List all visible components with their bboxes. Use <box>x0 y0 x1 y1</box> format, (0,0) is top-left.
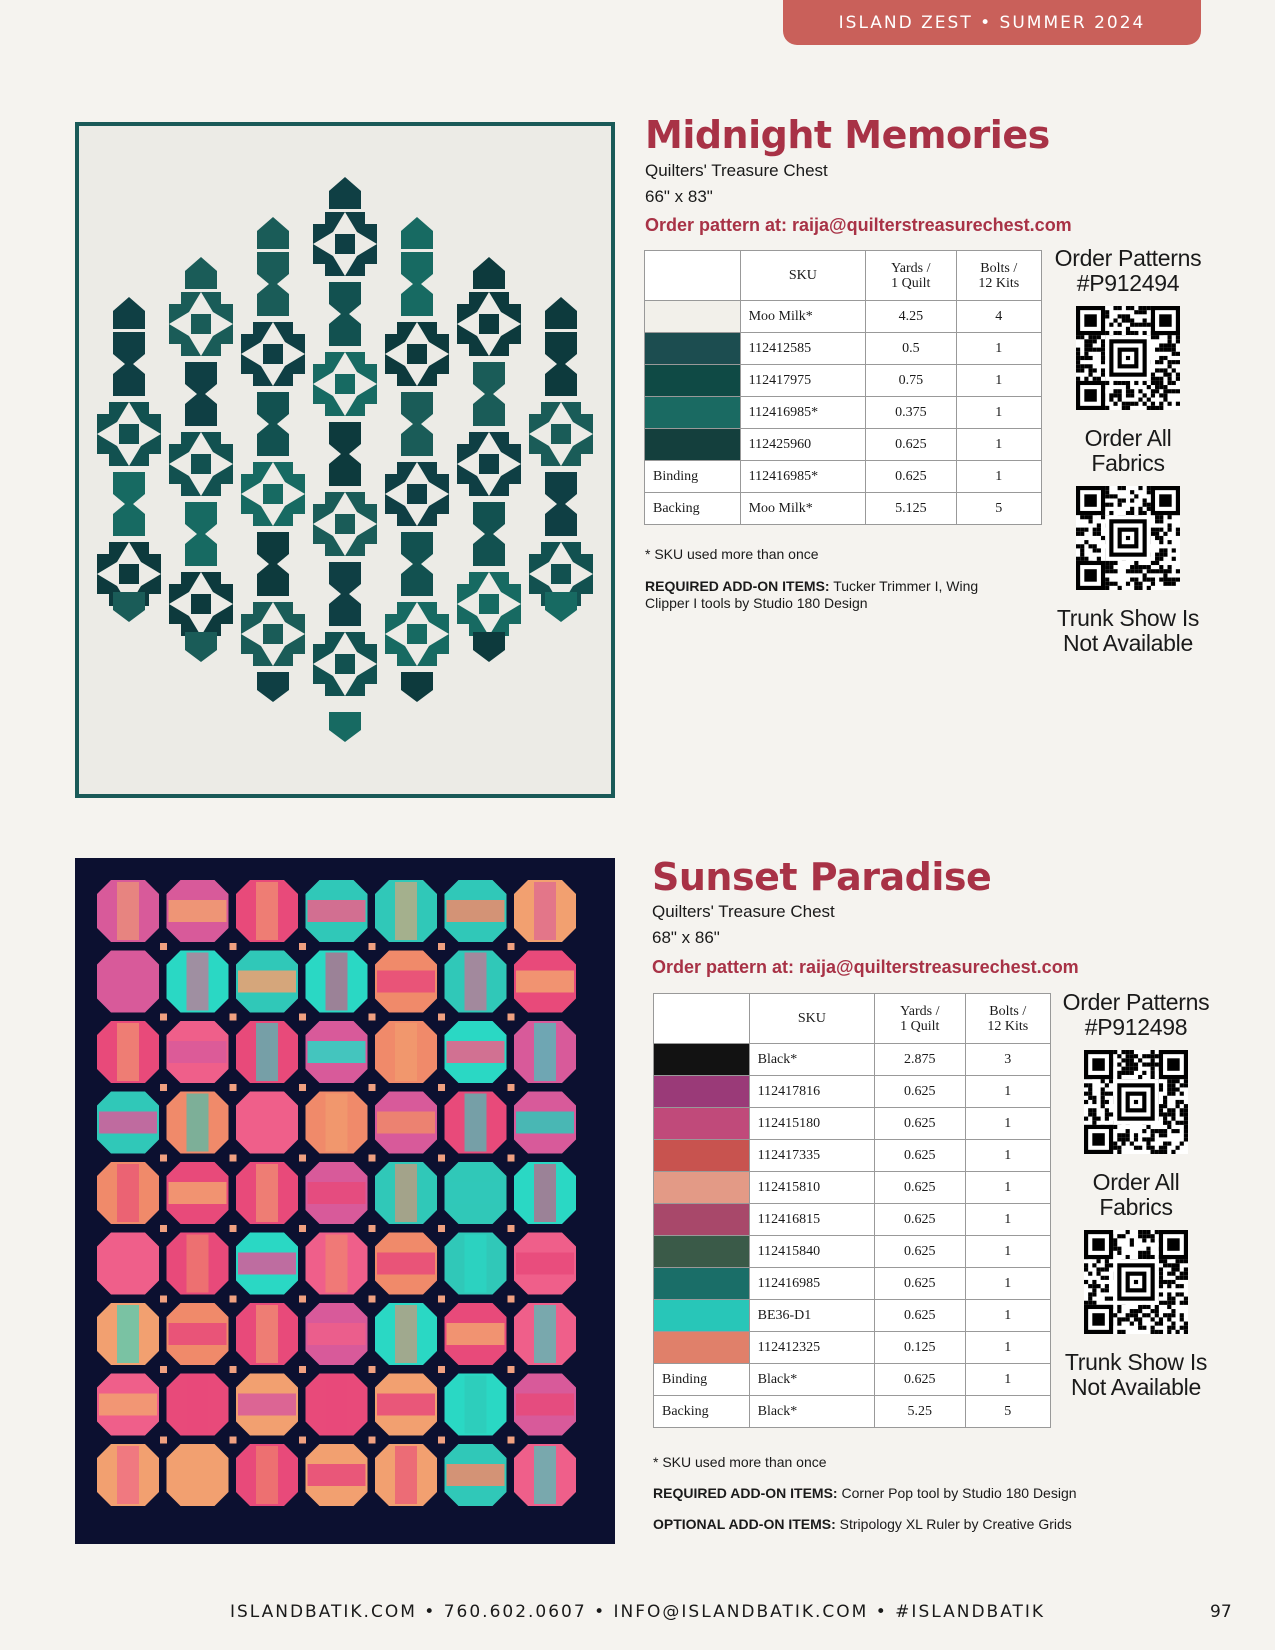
trunk-show-label-1: Trunk Show Is <box>1064 1349 1208 1375</box>
table-row <box>654 1236 1051 1268</box>
yards-header-text: 1 Quilt <box>891 275 931 291</box>
sku-cell: 112416815 <box>749 1204 874 1236</box>
order-fabrics-label-2: Fabrics <box>1099 1194 1173 1220</box>
yards-header-text: Yards / <box>891 260 931 276</box>
fabric-swatch <box>654 1300 750 1332</box>
yards-cell: 0.625 <box>875 1268 965 1300</box>
required-add-on-label: REQUIRED ADD-ON ITEMS: <box>645 578 830 594</box>
yards-header <box>875 994 965 1044</box>
pattern-number: #P912494 <box>1076 270 1180 296</box>
page-number: 97 <box>1210 1602 1232 1622</box>
designer: Quilters' Treasure Chest <box>652 902 835 921</box>
bolts-cell: 1 <box>965 1268 1050 1300</box>
bolts-cell: 1 <box>965 1076 1050 1108</box>
order-patterns-label: Order Patterns <box>1062 989 1210 1015</box>
sku-header <box>740 251 866 301</box>
pattern-title: Sunset Paradise <box>652 855 992 899</box>
bolts-cell: 1 <box>965 1140 1050 1172</box>
sku-cell: Black* <box>749 1044 874 1076</box>
trunk-show-label-2: Not Available <box>1071 1374 1201 1400</box>
yards-cell: 0.625 <box>875 1300 965 1332</box>
table-row <box>645 333 1042 365</box>
sku-cell: Moo Milk* <box>740 493 866 525</box>
table-row <box>654 1268 1051 1300</box>
table-header-row <box>645 251 1042 301</box>
fabric-swatch <box>645 429 741 461</box>
table-row <box>654 1140 1051 1172</box>
yards-cell: 0.625 <box>875 1172 965 1204</box>
table-row <box>654 1332 1051 1364</box>
bolts-cell: 1 <box>956 365 1041 397</box>
fabric-swatch <box>654 1108 750 1140</box>
sunset-paradise-quilt-image <box>75 858 615 1544</box>
sku-cell: 112416985* <box>740 397 866 429</box>
order-side-panel <box>1061 990 1211 1400</box>
bolts-cell: 1 <box>956 429 1041 461</box>
fabric-swatch <box>645 301 741 333</box>
swatch-header <box>654 994 750 1044</box>
yards-cell: 0.625 <box>875 1204 965 1236</box>
order-fabrics-label-2: Fabrics <box>1091 450 1165 476</box>
sku-header-text: SKU <box>788 268 817 283</box>
sku-cell: 112425960 <box>740 429 866 461</box>
table-row <box>654 1396 1051 1428</box>
qr-code-icon[interactable] <box>1084 1230 1188 1334</box>
designer: Quilters' Treasure Chest <box>645 161 828 180</box>
trunk-show-label-1: Trunk Show Is <box>1056 605 1200 631</box>
table-row <box>645 461 1042 493</box>
row-label: Backing <box>654 1396 750 1428</box>
yards-header-text: 1 Quilt <box>900 1018 940 1034</box>
fabric-table <box>653 993 1051 1428</box>
sku-cell: BE36-D1 <box>749 1300 874 1332</box>
bolts-cell: 1 <box>965 1332 1050 1364</box>
bolts-header-text: 12 Kits <box>987 1018 1029 1034</box>
sku-cell: 112417975 <box>740 365 866 397</box>
pattern-title: Midnight Memories <box>645 113 1050 157</box>
fabric-swatch <box>654 1140 750 1172</box>
row-label: Binding <box>645 461 741 493</box>
issue-tab: ISLAND ZEST • SUMMER 2024 <box>783 0 1201 45</box>
qr-code-icon[interactable] <box>1076 306 1180 410</box>
sku-cell: 112416985* <box>740 461 866 493</box>
table-row <box>645 397 1042 429</box>
sku-cell: 112415810 <box>749 1172 874 1204</box>
fabric-swatch <box>645 365 741 397</box>
row-label: Backing <box>645 493 741 525</box>
bolts-cell: 1 <box>965 1172 1050 1204</box>
table-row <box>645 493 1042 525</box>
yards-cell: 0.625 <box>866 461 956 493</box>
bolts-cell: 3 <box>965 1044 1050 1076</box>
yards-cell: 0.75 <box>866 365 956 397</box>
qr-code-icon[interactable] <box>1076 486 1180 590</box>
order-patterns-label: Order Patterns <box>1054 245 1202 271</box>
bolts-cell: 1 <box>956 397 1041 429</box>
table-row <box>654 1172 1051 1204</box>
sku-header <box>749 994 874 1044</box>
order-pattern-link[interactable]: Order pattern at: raija@quilterstreasurechest.com <box>645 215 1072 235</box>
required-add-on-text: Tucker Trimmer I, Wing Clipper I tools by Studio 180 Design <box>645 578 979 611</box>
midnight-memories-quilt-image <box>75 122 615 798</box>
sku-cell: 112412325 <box>749 1332 874 1364</box>
fabric-swatch <box>654 1076 750 1108</box>
order-side-panel <box>1053 246 1203 656</box>
table-row <box>654 1300 1051 1332</box>
row-label: Binding <box>654 1364 750 1396</box>
yards-cell: 0.625 <box>875 1076 965 1108</box>
sku-cell: Black* <box>749 1364 874 1396</box>
yards-cell: 0.625 <box>875 1236 965 1268</box>
bolts-header-text: 12 Kits <box>978 275 1020 291</box>
sku-cell: 112417816 <box>749 1076 874 1108</box>
yards-header <box>866 251 956 301</box>
fabric-swatch <box>654 1236 750 1268</box>
bolts-header <box>965 994 1050 1044</box>
bolts-header-text: Bolts / <box>980 260 1018 276</box>
optional-add-on-label: OPTIONAL ADD-ON ITEMS: <box>653 1516 836 1532</box>
table-row <box>654 1044 1051 1076</box>
fabric-swatch <box>645 397 741 429</box>
bolts-cell: 1 <box>965 1364 1050 1396</box>
table-row <box>654 1364 1051 1396</box>
order-fabrics-label-1: Order All <box>1092 1169 1180 1195</box>
yards-cell: 0.125 <box>875 1332 965 1364</box>
fabric-table <box>644 250 1042 525</box>
bolts-cell: 1 <box>965 1108 1050 1140</box>
table-header-row <box>654 994 1051 1044</box>
sku-cell: Moo Milk* <box>740 301 866 333</box>
sku-cell: 112415840 <box>749 1236 874 1268</box>
bolts-cell: 1 <box>965 1300 1050 1332</box>
yards-cell: 2.875 <box>875 1044 965 1076</box>
table-row <box>645 301 1042 333</box>
order-pattern-link[interactable]: Order pattern at: raija@quilterstreasurechest.com <box>652 957 1079 977</box>
fabric-swatch <box>654 1044 750 1076</box>
sku-cell: Black* <box>749 1396 874 1428</box>
yards-cell: 0.625 <box>875 1140 965 1172</box>
yards-cell: 5.125 <box>866 493 956 525</box>
yards-cell: 4.25 <box>866 301 956 333</box>
optional-add-on <box>653 1516 1073 1533</box>
pattern-number: #P912498 <box>1084 1014 1188 1040</box>
bolts-cell: 1 <box>956 333 1041 365</box>
required-add-on-label: REQUIRED ADD-ON ITEMS: <box>653 1485 838 1501</box>
yards-cell: 0.5 <box>866 333 956 365</box>
quilt-size: 66" x 83" <box>645 187 713 206</box>
required-add-on <box>653 1485 1077 1502</box>
fabric-swatch <box>654 1204 750 1236</box>
trunk-show-label-2: Not Available <box>1063 630 1193 656</box>
order-fabrics-label-1: Order All <box>1084 425 1172 451</box>
table-row <box>654 1204 1051 1236</box>
sku-cell: 112416985 <box>749 1268 874 1300</box>
swatch-header <box>645 251 741 301</box>
required-add-on-text: Corner Pop tool by Studio 180 Design <box>837 1485 1077 1501</box>
table-row <box>654 1108 1051 1140</box>
bolts-cell: 5 <box>965 1396 1050 1428</box>
footer-contact: ISLANDBATIK.COM • 760.602.0607 • INFO@ISLANDBATIK.COM • #ISLANDBATIK <box>229 1602 1046 1622</box>
sku-cell: 112412585 <box>740 333 866 365</box>
bolts-cell: 4 <box>956 301 1041 333</box>
yards-cell: 0.625 <box>875 1364 965 1396</box>
bolts-cell: 1 <box>965 1204 1050 1236</box>
yards-header-text: Yards / <box>900 1003 940 1019</box>
fabric-swatch <box>654 1268 750 1300</box>
bolts-header <box>956 251 1041 301</box>
table-row <box>645 365 1042 397</box>
fabric-swatch <box>654 1332 750 1364</box>
sku-cell: 112417335 <box>749 1140 874 1172</box>
footnote: * SKU used more than once <box>645 546 819 562</box>
required-add-on <box>645 578 1025 612</box>
yards-cell: 0.625 <box>875 1108 965 1140</box>
yards-cell: 5.25 <box>875 1396 965 1428</box>
bolts-cell: 1 <box>965 1236 1050 1268</box>
quilt-size: 68" x 86" <box>652 928 720 947</box>
bolts-cell: 1 <box>956 461 1041 493</box>
yards-cell: 0.375 <box>866 397 956 429</box>
fabric-swatch <box>654 1172 750 1204</box>
sku-cell: 112415180 <box>749 1108 874 1140</box>
sku-header-text: SKU <box>797 1011 826 1026</box>
bolts-cell: 5 <box>956 493 1041 525</box>
fabric-swatch <box>645 333 741 365</box>
table-row <box>645 429 1042 461</box>
table-row <box>654 1076 1051 1108</box>
footnote: * SKU used more than once <box>653 1454 827 1470</box>
yards-cell: 0.625 <box>866 429 956 461</box>
bolts-header-text: Bolts / <box>989 1003 1027 1019</box>
qr-code-icon[interactable] <box>1084 1050 1188 1154</box>
optional-add-on-text: Stripology XL Ruler by Creative Grids <box>835 1516 1072 1532</box>
